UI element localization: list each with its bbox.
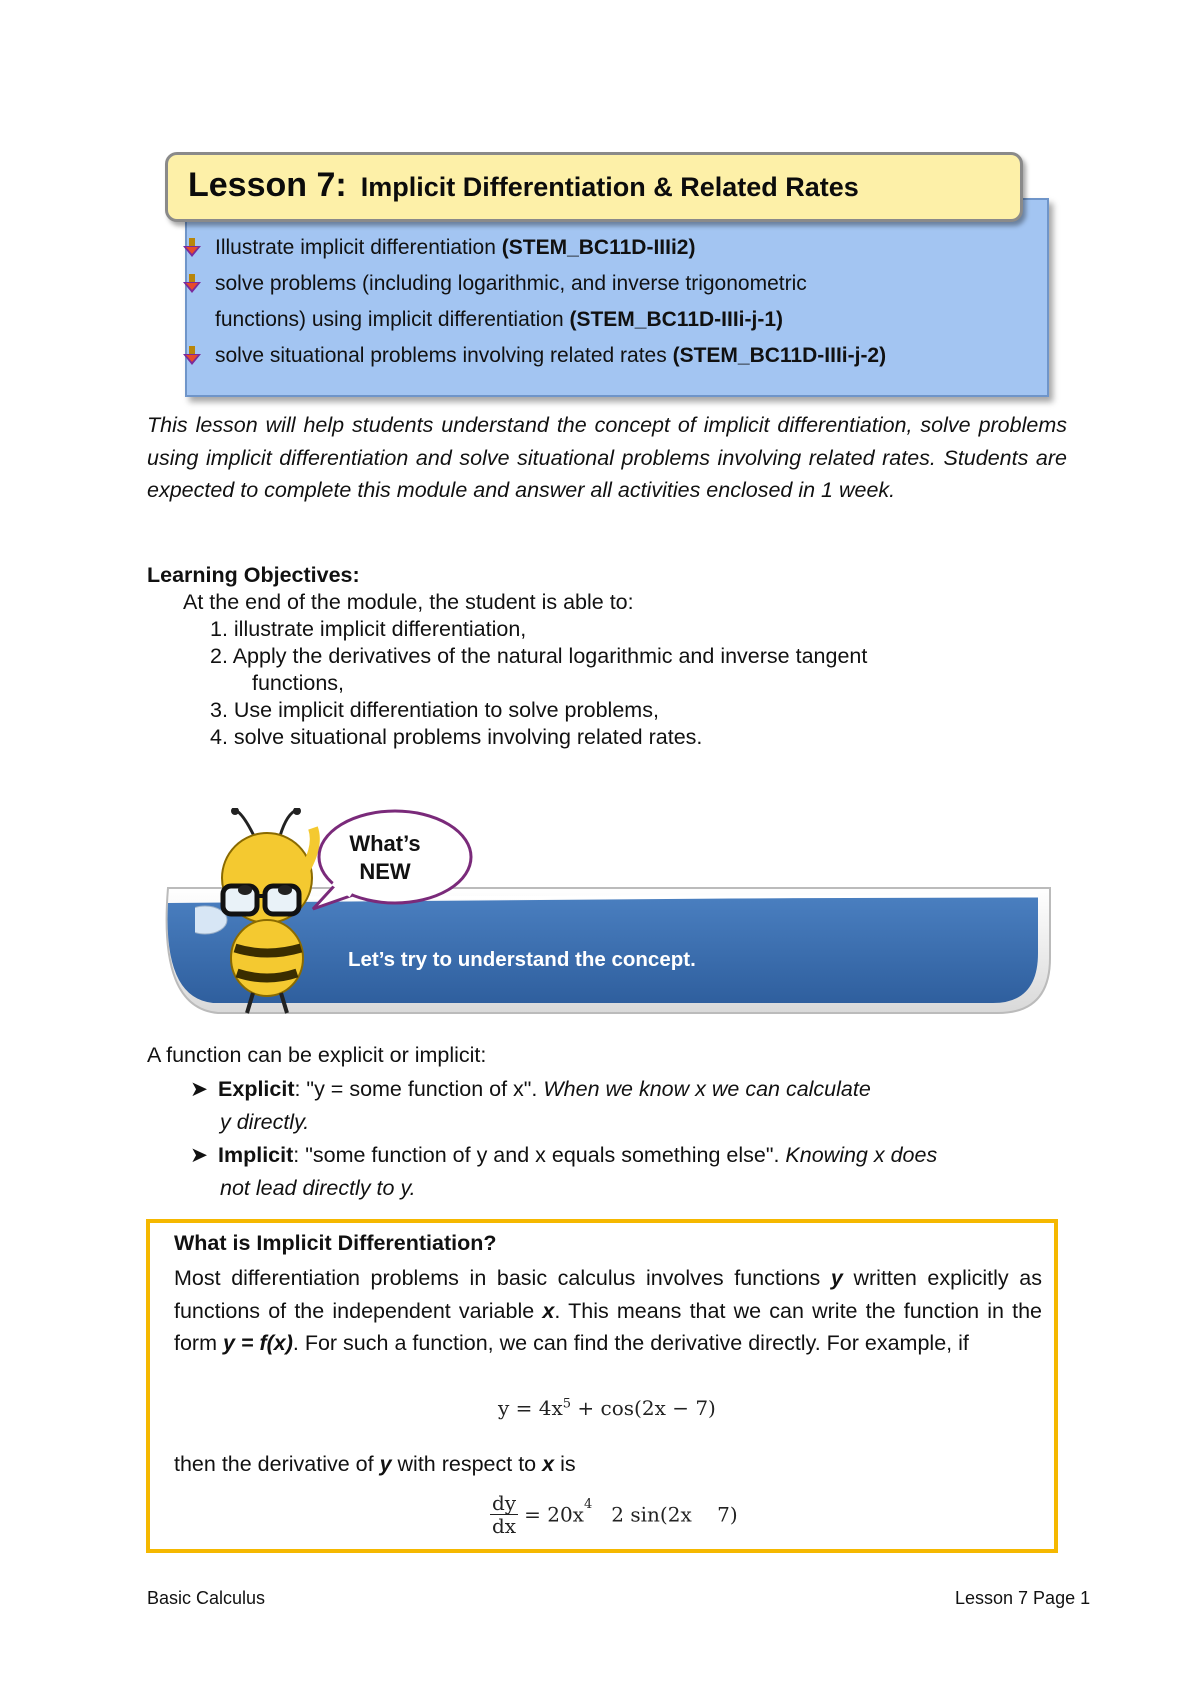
footer-subject: Basic Calculus <box>147 1588 266 1608</box>
footer-page: Lesson 7 Page 1 <box>955 1588 1091 1608</box>
learning-objectives-lead: At the end of the module, the student is able to: <box>183 590 634 614</box>
implicit-item: ➤ Implicit: "some function of y and x equals something else". Knowing x does <box>190 1143 938 1167</box>
arrow-down-bullet-icon <box>183 274 201 294</box>
banner-tagline: Let’s try to understand the concept. <box>348 948 696 971</box>
implicit-box-paragraph: Most differentiation problems in basic calculus involves functions y written explicitly as functions of the independent variable x. This means that we can write the function in the form y = f(x). For such a function, we can find the derivative directly. For example, if <box>174 1266 1042 1355</box>
derivative-equation: $\frac{dy}{dx}$ = $20x^4$ 2 sin(2x 7) <box>492 1491 738 1538</box>
learning-objective-item: 4. solve situational problems involving related rates. <box>210 725 703 749</box>
objective-item: solve problems (including logarithmic, and inverse trigonometric <box>215 272 807 296</box>
learning-objective-item: 1. illustrate implicit differentiation, <box>210 617 527 641</box>
lesson-number: Lesson 7: <box>188 166 347 204</box>
explicit-item-continued: y directly. <box>220 1110 310 1134</box>
explicit-item: ➤ Explicit: "y = some function of x". When we know x we can calculate <box>190 1077 871 1101</box>
objective-item-continued: functions) using implicit differentiation (STEM_BC11D-IIIi-j-1) <box>215 308 783 331</box>
objective-item: Illustrate implicit differentiation (STEM_BC11D-IIIi2) <box>215 236 695 260</box>
implicit-item-continued: not lead directly to y. <box>220 1176 416 1200</box>
arrow-right-bullet-icon: ➤ <box>190 1077 209 1101</box>
dy-dx-fraction: $\frac{dy}{dx}$ <box>492 1491 517 1538</box>
derivative-lead: then the derivative of y with respect to x is <box>174 1452 576 1476</box>
lesson-intro: This lesson will help students understand the concept of implicit differentiation, solve problems using implicit differentiation and solve situational problems involving related rates. Students are expected to complete this module and answer all activities enclosed in 1 week. <box>147 413 1067 502</box>
example-equation: $y = 4x^5 + \cos(2x - 7)$ <box>498 1396 716 1420</box>
learning-objective-item: 3. Use implicit differentiation to solve problems, <box>210 698 659 722</box>
lesson-title <box>188 166 859 205</box>
implicit-box-heading: What is Implicit Differentiation? <box>174 1231 497 1255</box>
arrow-down-bullet-icon <box>183 238 201 258</box>
learning-objectives-heading: Learning Objectives: <box>147 563 360 587</box>
function-types-lead: A function can be explicit or implicit: <box>147 1043 487 1067</box>
learning-objective-item: 2. Apply the derivatives of the natural logarithmic and inverse tangent <box>210 644 868 668</box>
arrow-right-bullet-icon: ➤ <box>190 1143 209 1167</box>
lesson-name: Implicit Differentiation & Related Rates <box>360 172 859 202</box>
objective-item: solve situational problems involving related rates (STEM_BC11D-IIIi-j-2) <box>215 344 886 368</box>
learning-objective-item-continued: functions, <box>252 671 345 695</box>
arrow-down-bullet-icon <box>183 346 201 366</box>
whats-new-label: What’s NEW <box>349 831 421 884</box>
